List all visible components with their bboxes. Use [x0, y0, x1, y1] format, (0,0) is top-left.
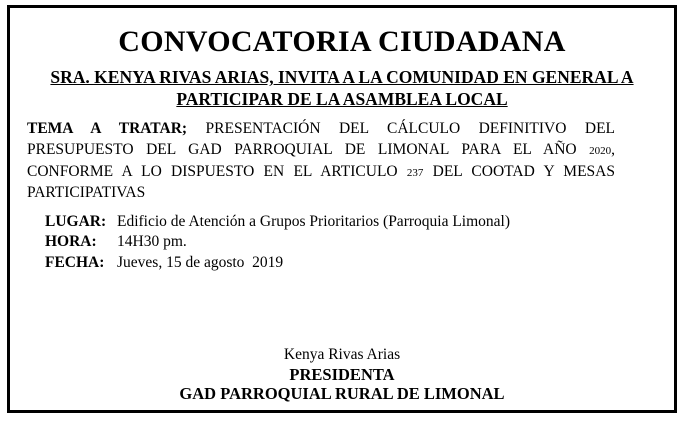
hora-value: 14H30 pm. [117, 233, 187, 251]
signature-block [10, 345, 674, 404]
fecha-label: FECHA: [45, 253, 105, 271]
detail-row-fecha [45, 253, 674, 273]
hora-label: HORA: [45, 233, 97, 251]
lugar-label: LUGAR: [45, 213, 107, 231]
topic-text-part2: , CONFORME A LO DISPUESTO EN EL ARTICULO [27, 140, 615, 180]
signatory-role: PRESIDENTA [289, 364, 395, 384]
topic-year-figure: 2020 [589, 144, 612, 157]
topic-text-part3: DEL COOTAD Y MESAS PARTICIPATIVAS [27, 162, 615, 202]
signatory-name: Kenya Rivas Arias [283, 346, 401, 364]
invitation-subtitle: SRA. KENYA RIVAS ARIAS, INVITA A LA COMUNIDAD EN GENERAL A PARTICIPAR DE LA ASAMBLEA LOCAL [50, 67, 634, 109]
lugar-value: Edificio de Atención a Grupos Prioritarios (Parroquia Limonal) [117, 213, 511, 231]
detail-row-hora [45, 232, 674, 252]
topic-paragraph [27, 119, 615, 204]
topic-text-part1: PRESENTACIÓN DEL CÁLCULO DEFINITIVO DEL PRESUPUESTO DEL GAD PARROQUIAL DE LIMONAL PARA EL AÑO [27, 120, 616, 158]
event-details [45, 212, 674, 273]
detail-row-lugar [45, 212, 674, 232]
page-title: CONVOCATORIA CIUDADANA [118, 25, 566, 58]
topic-label: TEMA A TRATAR; [27, 120, 188, 137]
topic-article-number-figure: 237 [406, 166, 424, 179]
signatory-organization: GAD PARROQUIAL RURAL DE LIMONAL [179, 384, 505, 404]
document-border-frame [7, 5, 677, 413]
fecha-value: Jueves, 15 de agosto 2019 [117, 253, 284, 271]
